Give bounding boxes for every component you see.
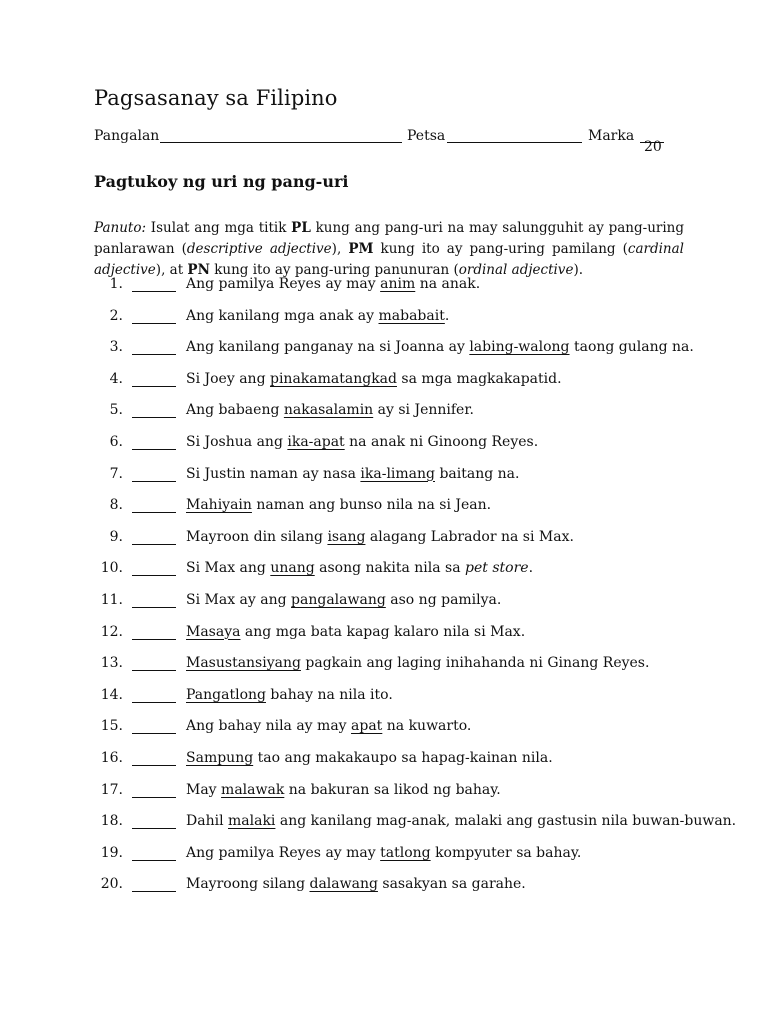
question-item bbox=[94, 493, 694, 525]
underlined-adjective: apat bbox=[351, 718, 383, 735]
question-number: 12. bbox=[100, 623, 123, 640]
name-blank[interactable] bbox=[160, 128, 402, 143]
underlined-adjective: Mahiyain bbox=[186, 497, 252, 514]
underlined-adjective: pangalawang bbox=[291, 591, 386, 608]
question-number: 11. bbox=[100, 591, 123, 608]
question-number: 14. bbox=[100, 686, 123, 703]
question-number: 15. bbox=[100, 718, 123, 735]
question-number: 7. bbox=[109, 465, 123, 482]
underlined-adjective: pinakamatangkad bbox=[269, 370, 397, 387]
date-label: Petsa bbox=[407, 128, 446, 144]
question-number: 3. bbox=[109, 339, 123, 356]
question-sentence: Si Joshua ang ika-apat na anak ni Ginoong Reyes. bbox=[186, 433, 539, 450]
answer-blank[interactable] bbox=[132, 481, 176, 482]
question-number: 1. bbox=[109, 276, 123, 292]
answer-blank[interactable] bbox=[132, 828, 176, 829]
question-sentence: Si Justin naman ay nasa ika-limang baitang na. bbox=[186, 465, 520, 482]
question-sentence: Pangatlong bahay na nila ito. bbox=[186, 686, 393, 703]
question-sentence: Ang bahay nila ay may apat na kuwarto. bbox=[186, 718, 472, 735]
question-sentence: Masustansiyang pagkain ang laging inihahanda ni Ginang Reyes. bbox=[186, 655, 650, 672]
answer-blank[interactable] bbox=[132, 607, 176, 608]
underlined-adjective: Sampung bbox=[186, 749, 254, 766]
question-item bbox=[94, 556, 694, 588]
question-number: 2. bbox=[109, 307, 123, 324]
question-item bbox=[94, 683, 694, 715]
question-item bbox=[94, 809, 737, 841]
answer-blank[interactable] bbox=[132, 891, 176, 892]
question-number: 16. bbox=[100, 749, 123, 766]
question-number: 5. bbox=[109, 402, 123, 419]
name-label: Pangalan bbox=[94, 128, 160, 144]
answer-blank[interactable] bbox=[132, 670, 176, 671]
underlined-adjective: dalawang bbox=[309, 876, 378, 893]
question-sentence: Si Max ay ang pangalawang aso ng pamilya. bbox=[186, 591, 502, 608]
answer-blank[interactable] bbox=[132, 733, 176, 734]
question-number: 18. bbox=[100, 813, 123, 830]
question-number: 10. bbox=[100, 560, 123, 577]
answer-blank[interactable] bbox=[132, 639, 176, 640]
question-item bbox=[94, 588, 694, 620]
question-item bbox=[94, 398, 694, 430]
answer-blank[interactable] bbox=[132, 860, 176, 861]
underlined-adjective: Masaya bbox=[186, 623, 241, 640]
question-list bbox=[94, 272, 737, 904]
underlined-adjective: Masustansiyang bbox=[186, 655, 301, 672]
underlined-adjective: labing-walong bbox=[469, 339, 570, 356]
underlined-adjective: Pangatlong bbox=[186, 686, 266, 703]
question-sentence: Mayroong silang dalawang sasakyan sa garahe. bbox=[186, 876, 526, 893]
question-sentence: Mahiyain naman ang bunso nila na si Jean. bbox=[186, 497, 492, 514]
underlined-adjective: isang bbox=[327, 528, 366, 545]
question-number: 8. bbox=[109, 497, 123, 514]
question-item bbox=[94, 746, 694, 778]
underlined-adjective: malaki bbox=[228, 813, 276, 830]
question-number: 9. bbox=[109, 528, 123, 545]
section-title: Pagtukoy ng uri ng pang-uri bbox=[94, 172, 349, 191]
question-sentence: Ang kanilang mga anak ay mababait. bbox=[186, 307, 450, 324]
question-sentence: Masaya ang mga bata kapag kalaro nila si Max. bbox=[186, 623, 526, 640]
question-item bbox=[94, 335, 694, 367]
question-item bbox=[94, 272, 694, 304]
underlined-adjective: malawak bbox=[221, 781, 285, 798]
question-sentence: Si Joey ang pinakamatangkad sa mga magkakapatid. bbox=[186, 370, 562, 387]
question-number: 6. bbox=[109, 433, 123, 450]
question-number: 17. bbox=[100, 781, 123, 798]
answer-blank[interactable] bbox=[132, 386, 176, 387]
score-total: 20 bbox=[644, 139, 662, 155]
question-sentence: Si Max ang unang asong nakita nila sa pet store. bbox=[186, 560, 534, 577]
question-sentence: Ang babaeng nakasalamin ay si Jennifer. bbox=[186, 402, 474, 419]
question-sentence: May malawak na bakuran sa likod ng bahay. bbox=[186, 781, 501, 798]
answer-blank[interactable] bbox=[132, 323, 176, 324]
underlined-adjective: nakasalamin bbox=[283, 402, 374, 419]
question-number: 19. bbox=[100, 844, 123, 861]
question-item bbox=[94, 304, 694, 336]
question-item bbox=[94, 462, 694, 494]
answer-blank[interactable] bbox=[132, 512, 176, 513]
question-sentence: Mayroon din silang isang alagang Labrador na si Max. bbox=[186, 528, 574, 545]
underlined-adjective: unang bbox=[270, 560, 315, 577]
question-sentence: Ang pamilya Reyes ay may tatlong kompyuter sa bahay. bbox=[186, 844, 582, 861]
question-item bbox=[94, 651, 694, 683]
question-item bbox=[94, 620, 694, 652]
date-blank[interactable] bbox=[447, 128, 582, 143]
underlined-adjective: ika-apat bbox=[287, 433, 345, 450]
question-number: 4. bbox=[109, 370, 123, 387]
question-number: 20. bbox=[100, 876, 123, 893]
page-title: Pagsasanay sa Filipino bbox=[94, 86, 338, 110]
question-item bbox=[94, 872, 694, 904]
answer-blank[interactable] bbox=[132, 291, 176, 292]
answer-blank[interactable] bbox=[132, 575, 176, 576]
question-sentence: Ang kanilang panganay na si Joanna ay labing-walong taong gulang na. bbox=[186, 339, 694, 356]
question-item bbox=[94, 841, 694, 873]
answer-blank[interactable] bbox=[132, 544, 176, 545]
question-sentence: Sampung tao ang makakaupo sa hapag-kainan nila. bbox=[186, 749, 553, 766]
answer-blank[interactable] bbox=[132, 417, 176, 418]
question-item bbox=[94, 714, 694, 746]
question-sentence: Ang pamilya Reyes ay may anim na anak. bbox=[186, 276, 481, 292]
question-item bbox=[94, 778, 694, 810]
question-item bbox=[94, 430, 694, 462]
question-number: 13. bbox=[100, 655, 123, 672]
answer-blank[interactable] bbox=[132, 449, 176, 450]
question-item bbox=[94, 525, 694, 557]
answer-blank[interactable] bbox=[132, 765, 176, 766]
question-sentence: Dahil malaki ang kanilang mag-anak, malaki ang gastusin nila buwan-buwan. bbox=[186, 813, 737, 830]
underlined-adjective: anim bbox=[380, 276, 416, 292]
underlined-adjective: tatlong bbox=[380, 844, 431, 861]
score-label: Marka bbox=[588, 128, 635, 144]
underlined-adjective: mababait bbox=[378, 307, 445, 324]
italic-term: pet store bbox=[465, 560, 529, 577]
answer-blank[interactable] bbox=[132, 797, 176, 798]
question-item bbox=[94, 367, 694, 399]
instructions: Panuto: Isulat ang mga titik PL kung ang pang-uri na may salungguhit ay pang-uring panlarawan (descriptive adjective), PM kung ito ay pang-uring pamilang (cardinal adjective), at PN kung ito ay pang-uring panunuran (ordinal adjective). bbox=[94, 219, 685, 278]
underlined-adjective: ika-limang bbox=[360, 465, 435, 482]
answer-blank[interactable] bbox=[132, 702, 176, 703]
answer-blank[interactable] bbox=[132, 354, 176, 355]
